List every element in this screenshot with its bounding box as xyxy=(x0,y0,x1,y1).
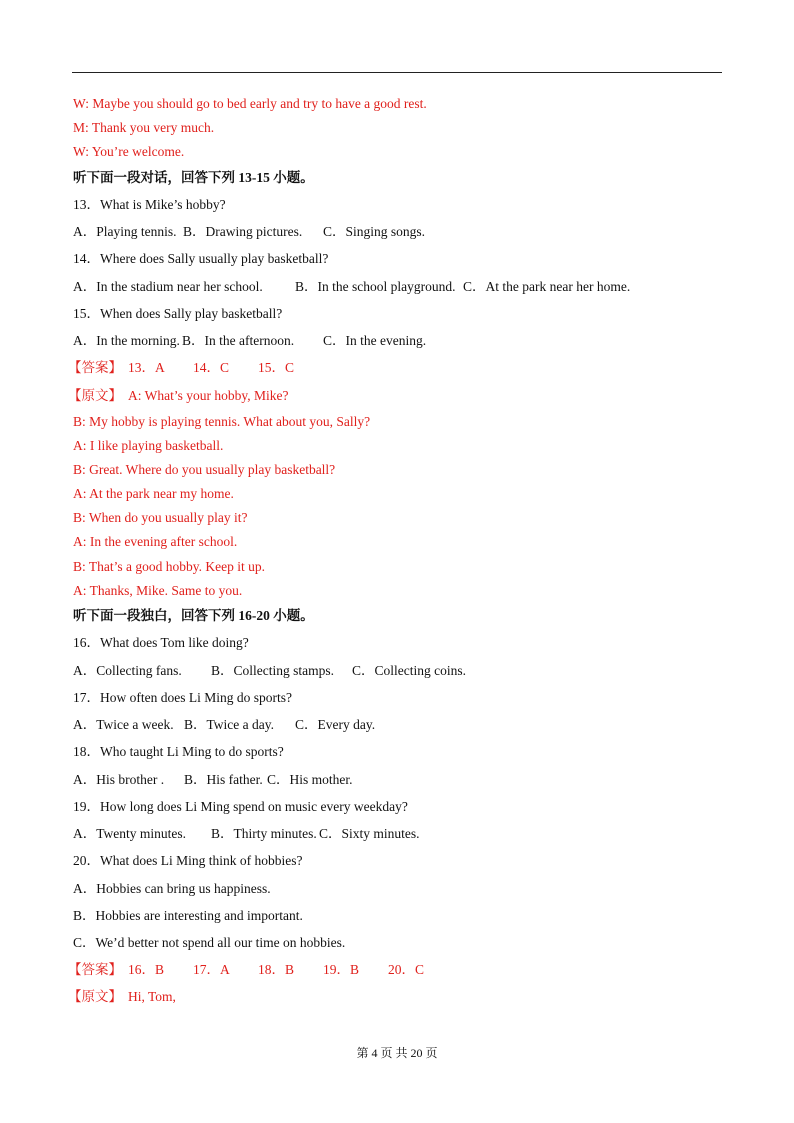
option: B．Twice a day. xyxy=(184,717,275,732)
transcript-line: A: What’s your hobby, Mike? xyxy=(128,388,289,403)
option: A．His brother . xyxy=(73,772,165,787)
dialogue-line: M: Thank you very much. xyxy=(73,120,215,135)
option: A．Playing tennis. xyxy=(73,224,177,239)
answer: 20．C xyxy=(388,962,425,977)
page-footer: 第 4 页 共 20 页 xyxy=(356,1046,438,1060)
option: C．Sixty minutes. xyxy=(319,826,420,841)
option: C．We’d better not spend all our time on hobbies. xyxy=(73,935,346,950)
option: C．Every day. xyxy=(295,717,376,732)
answer: 19．B xyxy=(323,962,360,977)
question: 16．What does Tom like doing? xyxy=(73,635,249,650)
answer: 16．B xyxy=(128,962,165,977)
option: B．In the school playground. xyxy=(295,279,456,294)
transcript-label: 【原文】 xyxy=(68,989,122,1004)
question: 15．When does Sally play basketball? xyxy=(73,306,283,321)
option: C．Collecting coins. xyxy=(352,663,466,678)
transcript-line: B: When do you usually play it? xyxy=(73,510,248,525)
question: 14．Where does Sally usually play basketball? xyxy=(73,251,329,266)
option: A．Collecting fans. xyxy=(73,663,182,678)
question: 17．How often does Li Ming do sports? xyxy=(73,690,292,705)
option: B．In the afternoon. xyxy=(182,333,295,348)
option: A．In the stadium near her school. xyxy=(73,279,263,294)
answer: 13．A xyxy=(128,360,165,375)
transcript-line: Hi, Tom, xyxy=(128,989,176,1004)
option: A．Hobbies can bring us happiness. xyxy=(73,881,271,896)
option: C．At the park near her home. xyxy=(463,279,631,294)
option: A．In the morning. xyxy=(73,333,180,348)
option: B．His father. xyxy=(184,772,263,787)
answer: 18．B xyxy=(258,962,295,977)
option: A．Twice a week. xyxy=(73,717,174,732)
answer-label: 【答案】 xyxy=(68,360,122,375)
transcript-line: A: In the evening after school. xyxy=(73,534,238,549)
answer-label: 【答案】 xyxy=(68,962,122,977)
section-heading: 听下面一段对话，回答下列 13-15 小题。 xyxy=(73,170,314,185)
option: C．His mother. xyxy=(267,772,353,787)
question: 20．What does Li Ming think of hobbies? xyxy=(73,853,303,868)
answer: 15．C xyxy=(258,360,295,375)
transcript-line: A: Thanks, Mike. Same to you. xyxy=(73,583,243,598)
option: B．Drawing pictures. xyxy=(183,224,303,239)
question: 18．Who taught Li Ming to do sports? xyxy=(73,744,284,759)
section-heading: 听下面一段独白，回答下列 16-20 小题。 xyxy=(73,608,314,623)
dialogue-line: W: You’re welcome. xyxy=(73,144,185,159)
option: C．Singing songs. xyxy=(323,224,426,239)
transcript-line: B: That’s a good hobby. Keep it up. xyxy=(73,559,265,574)
transcript-line: A: I like playing basketball. xyxy=(73,438,224,453)
dialogue-line: W: Maybe you should go to bed early and try to have a good rest. xyxy=(73,96,427,111)
answer: 17．A xyxy=(193,962,230,977)
option: A．Twenty minutes. xyxy=(73,826,187,841)
transcript-line: A: At the park near my home. xyxy=(73,486,234,501)
option: B．Hobbies are interesting and important. xyxy=(73,908,303,923)
option: B．Thirty minutes. xyxy=(211,826,317,841)
transcript-line: B: Great. Where do you usually play basketball? xyxy=(73,462,336,477)
transcript-label: 【原文】 xyxy=(68,388,122,403)
question: 13．What is Mike’s hobby? xyxy=(73,197,226,212)
option: C．In the evening. xyxy=(323,333,427,348)
transcript-line: B: My hobby is playing tennis. What about you, Sally? xyxy=(73,414,371,429)
option: B．Collecting stamps. xyxy=(211,663,334,678)
answer: 14．C xyxy=(193,360,230,375)
header-rule xyxy=(72,72,722,73)
question: 19．How long does Li Ming spend on music every weekday? xyxy=(73,799,408,814)
